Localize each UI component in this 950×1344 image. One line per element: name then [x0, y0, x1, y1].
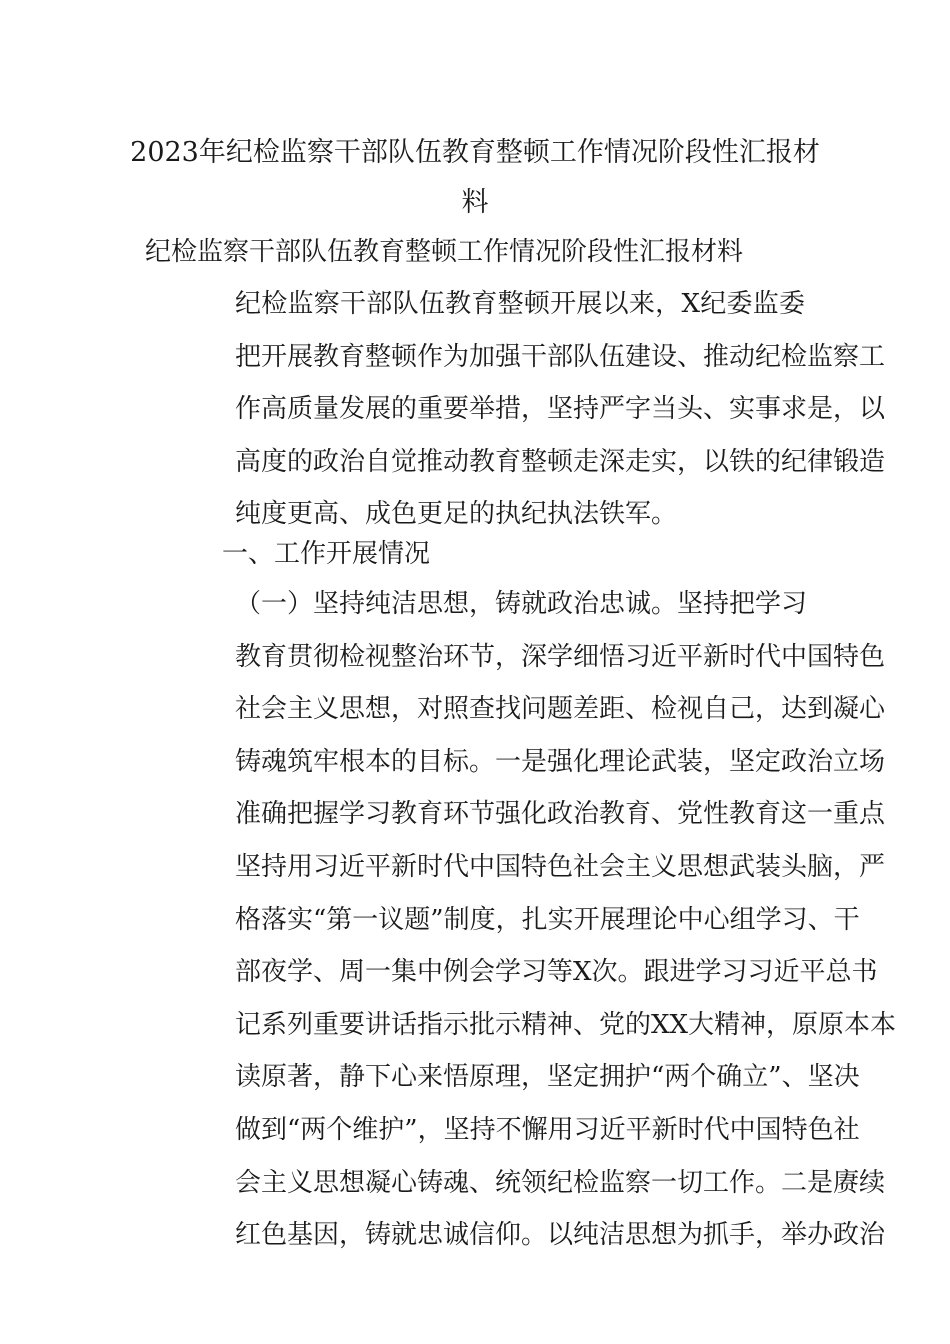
paragraph-line: 坚持用习近平新时代中国特色社会主义思想武装头脑，严: [235, 851, 886, 882]
paragraph-line: （一）坚持纯洁思想，铸就政治忠诚。坚持把学习: [235, 589, 808, 619]
paragraph-intro: [145, 278, 886, 541]
paragraph-line: 纯度更高、成色更足的执纪执法铁军。: [235, 499, 678, 530]
paragraph-line: 读原著，静下心来悟原理，坚定拥护“两个确立”、坚决: [235, 1062, 860, 1093]
paragraph-line: 格落实“第一议题”制度，扎实开展理论中心组学习、干: [235, 904, 860, 935]
paragraph-line: 红色基因，铸就忠诚信仰。以纯洁思想为抓手，举办政治: [235, 1220, 886, 1251]
paragraph-line: 纪检监察干部队伍教育整顿开展以来，X纪委监委: [235, 289, 805, 319]
paragraph-line: 高度的政治自觉推动教育整顿走深走实，以铁的纪律锻造: [235, 446, 886, 477]
paragraph-line: 社会主义思想，对照查找问题差距、检视自己，达到凝心: [235, 694, 886, 725]
paragraph-line: 记系列重要讲话指示批示精神、党的XX大精神，原原本本: [235, 1009, 897, 1040]
document-title: 2023年纪检监察干部队伍教育整顿工作情况阶段性汇报材料: [130, 137, 820, 218]
paragraph-line: 作高质量发展的重要举措，坚持严字当头、实事求是，以: [235, 394, 886, 425]
paragraph-line: 铸魂筑牢根本的目标。一是强化理论武装，坚定政治立场: [235, 746, 886, 777]
paragraph-line: 做到“两个维护”，坚持不懈用习近平新时代中国特色社: [235, 1114, 860, 1145]
paragraph-section-1: [145, 578, 897, 1262]
section-heading: 一、工作开展情况: [222, 539, 431, 569]
paragraph-line: 部夜学、周一集中例会学习等X次。跟进学习习近平总书: [235, 957, 878, 988]
paragraph-line: 会主义思想凝心铸魂、统领纪检监察一切工作。二是赓续: [235, 1167, 886, 1198]
paragraph-line: 把开展教育整顿作为加强干部队伍建设、推动纪检监察工: [235, 341, 886, 372]
paragraph-line: 准确把握学习教育环节强化政治教育、党性教育这一重点: [235, 799, 886, 830]
document-subtitle: 纪检监察干部队伍教育整顿工作情况阶段性汇报材料: [145, 237, 744, 267]
paragraph-line: 教育贯彻检视整治环节，深学细悟习近平新时代中国特色: [235, 641, 886, 672]
